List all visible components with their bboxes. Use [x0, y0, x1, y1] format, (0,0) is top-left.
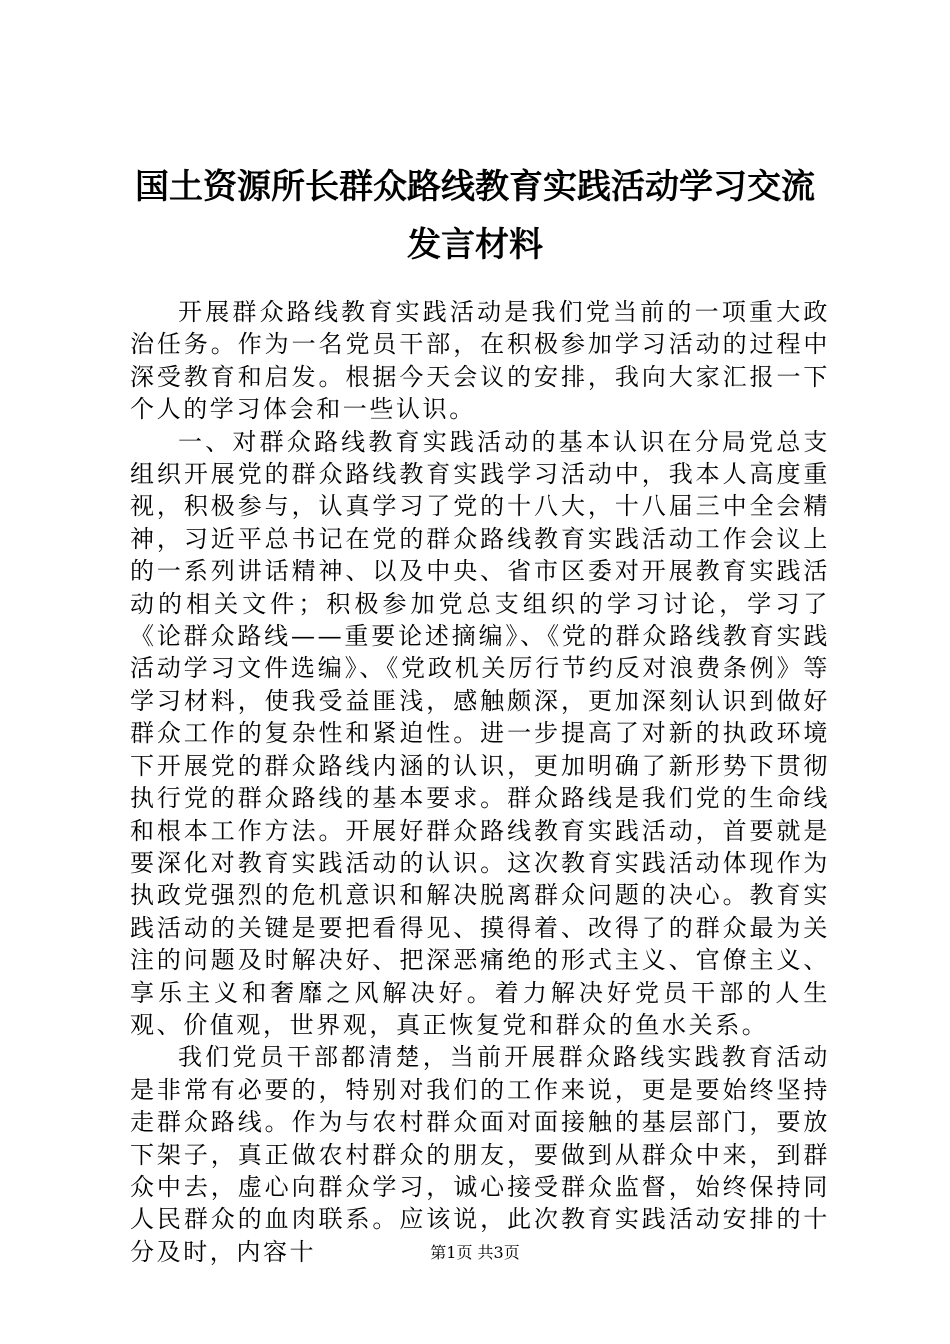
paragraph-intro: 开展群众路线教育实践活动是我们党当前的一项重大政治任务。作为一名党员干部，在积极参加学习活动的过程中深受教育和启发。根据今天会议的安排，我向大家汇报一下个人的学习体会和一些认识。: [130, 298, 830, 424]
page-number-footer: 第1页 共3页: [430, 1243, 520, 1262]
paragraph-basic-understanding: 一、对群众路线教育实践活动的基本认识在分局党总支组织开展党的群众路线教育实践学习活动中，我本人高度重视，积极参与，认真学习了党的十八大，十八届三中全会精神，习近平总书记在党的群众路线教育实践活动工作会议上的一系列讲话精神、以及中央、省市区委对开展教育实践活动的相关文件；积极参加党总支组织的学习讨论，学习了《论群众路线——重要论述摘编》、《党的群众路线教育实践活动学习文件选编》、《党政机关厉行节约反对浪费条例》等学习材料，使我受益匪浅，感触颇深，更加深刻认识到做好群众工作的复杂性和紧迫性。进一步提高了对新的执政环境下开展党的群众路线内涵的认识，更加明确了新形势下贯彻执行党的群众路线的基本要求。群众路线是我们党的生命线和根本工作方法。开展好群众路线教育实践活动，首要就是要深化对教育实践活动的认识。这次教育实践活动体现作为执政党强烈的危机意识和解决脱离群众问题的决心。教育实践活动的关键是要把看得见、摸得着、改得了的群众最为关注的问题及时解决好、把深恶痛绝的形式主义、官僚主义、享乐主义和奢靡之风解决好。着力解决好党员干部的人生观、价值观，世界观，真正恢复党和群众的鱼水关系。: [130, 427, 830, 1039]
document-body: [130, 296, 830, 1268]
paragraph-mass-line: 我们党员干部都清楚，当前开展群众路线实践教育活动是非常有必要的，特别对我们的工作来说，更是要始终坚持走群众路线。作为与农村群众面对面接触的基层部门，要放下架子，真正做农村群众的朋友，要做到从群众中来，到群众中去，虚心向群众学习，诚心接受群众监督，始终保持同人民群众的血肉联系。应该说，此次教育实践活动安排的十分及时，内容十: [130, 1043, 830, 1266]
document-title: 国土资源所长群众路线教育实践活动学习交流发言材料: [135, 167, 815, 265]
